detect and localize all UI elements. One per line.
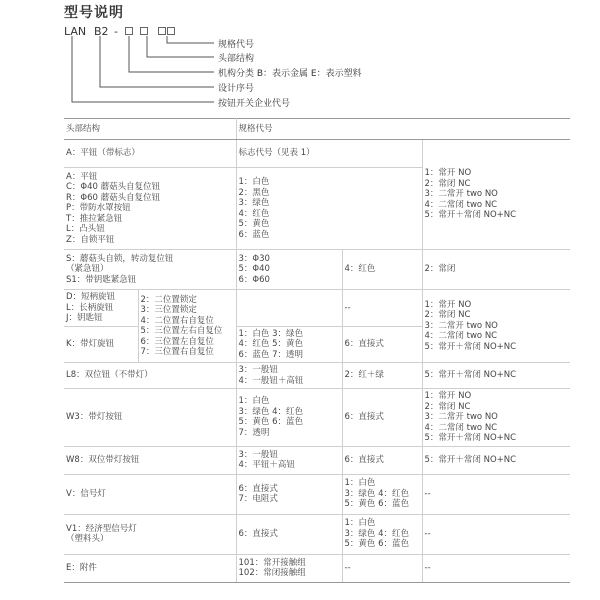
row-a-spec: 标志代号（见表 1）: [236, 140, 422, 168]
group1-head: A：平钮 C：Φ40 蘑菇头自复位钮 R：Φ60 蘑菇头自复位钮 P：带防水罩按钮 T：推拉紧急钮 L：凸头钮 Z：自锁平钮: [64, 168, 236, 250]
row-w3-type: 6：直接式: [342, 389, 422, 447]
table-row: [64, 140, 570, 168]
row-e-dash-2: --: [422, 554, 570, 582]
group1-contacts: 1：常开 NO 2：常闭 NC 3：二常开 two NO 4：二常闭 two NC 5：常开＋常闭 NO+NC: [422, 140, 570, 250]
table-row: [64, 389, 570, 447]
row-l8-contact: 5：常开＋常闭 NO+NC: [422, 363, 570, 389]
row-v1-colors: 1：白色 3：绿色 4：红色 5：黄色 6：蓝色: [342, 514, 422, 554]
model-table: [64, 118, 570, 583]
row-v-head: V：信号灯: [64, 474, 236, 514]
row-dgj-dash: --: [342, 290, 422, 327]
row-s-color: 4：红色: [342, 250, 422, 290]
row-s-contact: 2：常闭: [422, 250, 570, 290]
row-dgj-empty: [236, 290, 342, 327]
annotation-design-number: 设计序号: [218, 84, 255, 94]
annotation-company-code: 按钮开关企业代号: [218, 99, 291, 109]
header-head-structure: 头部结构: [64, 119, 236, 140]
row-s-sizes: 3：Φ30 5：Φ40 6：Φ60: [236, 250, 342, 290]
table-row: [64, 446, 570, 474]
table-row: [64, 363, 570, 389]
row-v1-type: 6：直接式: [236, 514, 342, 554]
row-dgj-modes: 2：二位置锁定 3：三位置锁定 4：二位置右自复位 5：三位置左右自复位 6：三位置左自复位 7：三位置右自复位: [138, 290, 236, 363]
row-dgj-contacts: 1：常开 NO 2：常闭 NC 3：二常开 two NO 4：二常闭 two NC 5：常开＋常闭 NO+NC: [422, 290, 570, 363]
row-w3-colors: 1：白色 3：绿色 4：红色 5：黄色 6：蓝色 7：透明: [236, 389, 342, 447]
code-prefix: LAN: [64, 25, 87, 38]
row-e-dash-1: --: [342, 554, 422, 582]
row-w8-type: 6：直接式: [342, 446, 422, 474]
row-w8-head: W8：双位带灯按钮: [64, 446, 236, 474]
row-v1-dash: --: [422, 514, 570, 554]
row-v1-head: V1：经济型信号灯 （塑料头）: [64, 514, 236, 554]
row-k-head: K：带灯旋钮: [64, 326, 138, 363]
table-row: [64, 474, 570, 514]
table-row: [64, 290, 570, 327]
row-l8-color: 2：红＋绿: [342, 363, 422, 389]
row-e-spec: 101：常开接触组 102：常闭接触组: [236, 554, 342, 582]
row-s-head: S：蘑菇头自锁，转动复位钮 （紧急钮） S1：带钥匙紧急钮: [64, 250, 236, 290]
code-dash: -: [114, 25, 118, 38]
row-k-type: 6：直接式: [342, 326, 422, 363]
table-header-row: [64, 119, 570, 140]
code-series: B2: [94, 25, 109, 38]
annotation-head-structure: 头部结构: [218, 54, 255, 64]
row-v-type: 6：直接式 7：电阻式: [236, 474, 342, 514]
row-v-dash: --: [422, 474, 570, 514]
row-k-colors: 1：白色 3：绿色 4：红色 5：黄色 6：蓝色 7：透明: [236, 326, 342, 363]
row-w8-spec: 3：一般钮 4：平钮＋高钮: [236, 446, 342, 474]
page-title: 型号说明: [64, 5, 124, 21]
table-row: [64, 554, 570, 582]
annotation-mechanism: 机构分类 B：表示金属 E：表示塑料: [218, 69, 362, 79]
row-w8-contact: 5：常开＋常闭 NO+NC: [422, 446, 570, 474]
table-row: [64, 514, 570, 554]
row-v-colors: 1：白色 3：绿色 4：红色 5：黄色 6：蓝色: [342, 474, 422, 514]
callout-lines: [0, 0, 600, 120]
group1-colors: 1：白色 2：黑色 3：绿色 4：红色 5：黄色 6：蓝色: [236, 168, 422, 250]
row-l8-head: L8：双位钮（不带灯）: [64, 363, 236, 389]
row-a-head: A：平钮（带标志）: [64, 140, 236, 168]
row-l8-spec: 3：一般钮 4：一般钮＋高钮: [236, 363, 342, 389]
row-w3-head: W3：带灯按钮: [64, 389, 236, 447]
header-spec-code: 规格代号: [236, 119, 570, 140]
annotation-spec-code: 规格代号: [218, 40, 255, 50]
table-row: [64, 250, 570, 290]
row-w3-contacts: 1：常开 NO 2：常闭 NC 3：二常开 two NO 4：二常闭 two NC 5：常开＋常闭 NO+NC: [422, 389, 570, 447]
row-e-head: E：附件: [64, 554, 236, 582]
row-dgj-types: D：短柄旋钮 L：长柄旋钮 J：钥匙钮: [64, 290, 138, 327]
